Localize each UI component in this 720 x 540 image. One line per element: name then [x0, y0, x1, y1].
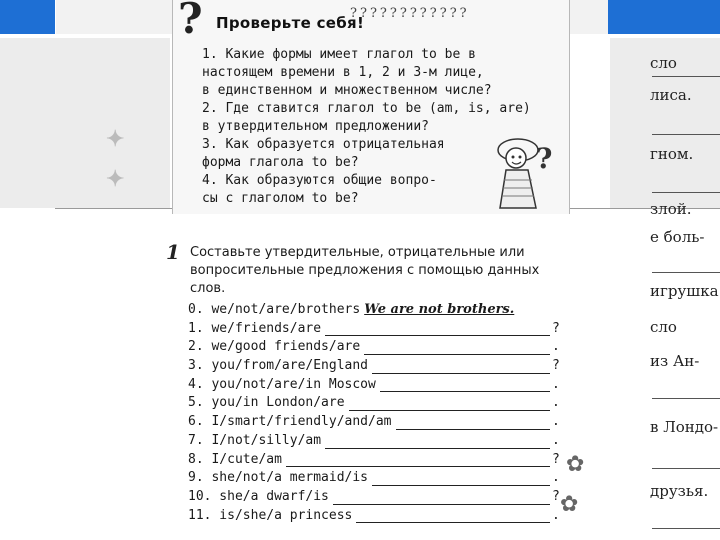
right-column-rule [652, 76, 720, 77]
item-end-punct: . [552, 414, 560, 430]
exercise-item [188, 339, 560, 358]
exercise-item [188, 433, 560, 452]
slide-header-right-bar [608, 0, 720, 34]
question-line: 4. Как образуются общие вопро- [202, 173, 437, 188]
girl-illustration-icon [480, 128, 560, 223]
item-prompt: 7. I/not/silly/am [188, 432, 322, 448]
item-end-punct: ? [552, 488, 560, 504]
left-divider-line [55, 208, 185, 209]
answer-blank[interactable] [356, 522, 550, 523]
exercise-item [188, 489, 560, 508]
question-line: 3. Как образуется отрицательная [202, 137, 445, 152]
item-prompt: 3. you/from/are/England [188, 358, 369, 374]
exercise-item [188, 470, 560, 489]
slide-header-left-bar [0, 0, 55, 34]
answer-blank[interactable] [325, 448, 550, 449]
question-line: 1. Какие формы имеет глагол to be в [202, 47, 476, 62]
left-leaf-mark: ✦ [106, 166, 125, 192]
answer-blank[interactable] [349, 410, 550, 411]
item-end-punct: . [552, 339, 560, 355]
question-line: форма глагола to be? [202, 155, 359, 170]
item-prompt: 6. I/smart/friendly/and/am [188, 414, 392, 430]
answer-blank[interactable] [396, 429, 551, 430]
right-column-rule [652, 468, 720, 469]
right-column-text: лиса. [650, 86, 692, 104]
right-divider-line [560, 208, 720, 209]
question-line: настоящем времени в 1, 2 и 3-м лице, [202, 65, 484, 80]
example-answer: We are not brothers. [364, 302, 515, 317]
answer-blank[interactable] [380, 391, 550, 392]
exercise-item [188, 321, 560, 340]
example-prompt: 0. we/not/are/brothers [188, 302, 361, 317]
left-shaded-band [0, 38, 170, 208]
item-end-punct: ? [552, 358, 560, 374]
exercise-item [188, 508, 560, 527]
exercise-item [188, 452, 560, 471]
right-column-text: гном. [650, 145, 694, 163]
question-line: 2. Где ставится глагол to be (am, is, are) [202, 101, 531, 116]
right-column-rule [652, 398, 720, 399]
answer-blank[interactable] [325, 335, 550, 336]
exercise-item [188, 395, 560, 414]
item-end-punct: ? [552, 451, 560, 467]
svg-text:?: ? [536, 142, 553, 175]
right-column-text: друзья. [650, 482, 709, 500]
left-leaf-mark: ✦ [106, 126, 125, 152]
right-column-text: из Ан- [650, 352, 700, 370]
item-prompt: 11. is/she/a princess [188, 507, 353, 523]
right-column-rule [652, 192, 720, 193]
item-prompt: 2. we/good friends/are [188, 339, 361, 355]
exercise-item [188, 377, 560, 396]
question-marks-decoration: ?‌?‌?‌?‌?‌?‌?‌?‌?‌?‌?‌? [350, 6, 470, 21]
answer-blank[interactable] [333, 504, 550, 505]
right-column-rule [652, 134, 720, 135]
check-yourself-title: Проверьте себя! [216, 14, 365, 32]
item-prompt: 10. she/a dwarf/is [188, 488, 329, 504]
question-line: в единственном и множественном числе? [202, 83, 492, 98]
answer-blank[interactable] [364, 354, 550, 355]
item-prompt: 4. you/not/are/in Moscow [188, 376, 376, 392]
exercise-items [188, 302, 560, 526]
question-line: сы с глаголом to be? [202, 191, 359, 206]
right-column-text: игрушка [650, 282, 719, 300]
item-prompt: 9. she/not/a mermaid/is [188, 470, 369, 486]
answer-blank[interactable] [372, 373, 550, 374]
right-column-rule [652, 528, 720, 529]
answer-blank[interactable] [372, 485, 550, 486]
exercise-instruction: Составьте утвердительные, отрицательные или вопросительные предложения с помощью данных слов. [190, 245, 540, 296]
item-prompt: 8. I/cute/am [188, 451, 282, 467]
exercise-item [188, 358, 560, 377]
maple-leaf-icon: ✿ [566, 452, 585, 477]
question-mark-icon: ? [178, 0, 203, 43]
maple-leaf-icon: ✿ [560, 492, 579, 517]
answer-blank[interactable] [286, 466, 550, 467]
right-column-text: сло [650, 54, 677, 72]
item-end-punct: . [552, 432, 560, 448]
exercise-number: 1 [166, 240, 180, 264]
item-end-punct: . [552, 507, 560, 523]
item-end-punct: . [552, 376, 560, 392]
exercise-example [188, 302, 560, 321]
question-line: в утвердительном предложении? [202, 119, 429, 134]
exercise-item [188, 414, 560, 433]
item-end-punct: . [552, 470, 560, 486]
item-prompt: 1. we/friends/are [188, 320, 322, 336]
item-end-punct: ? [552, 320, 560, 336]
item-prompt: 5. you/in London/are [188, 395, 345, 411]
item-end-punct: . [552, 395, 560, 411]
right-column-text: е боль- [650, 228, 705, 246]
right-column-text: злой. [650, 200, 692, 218]
right-column-text: в Лондо- [650, 418, 719, 436]
right-column-text: сло [650, 318, 677, 336]
right-column-rule [652, 272, 720, 273]
